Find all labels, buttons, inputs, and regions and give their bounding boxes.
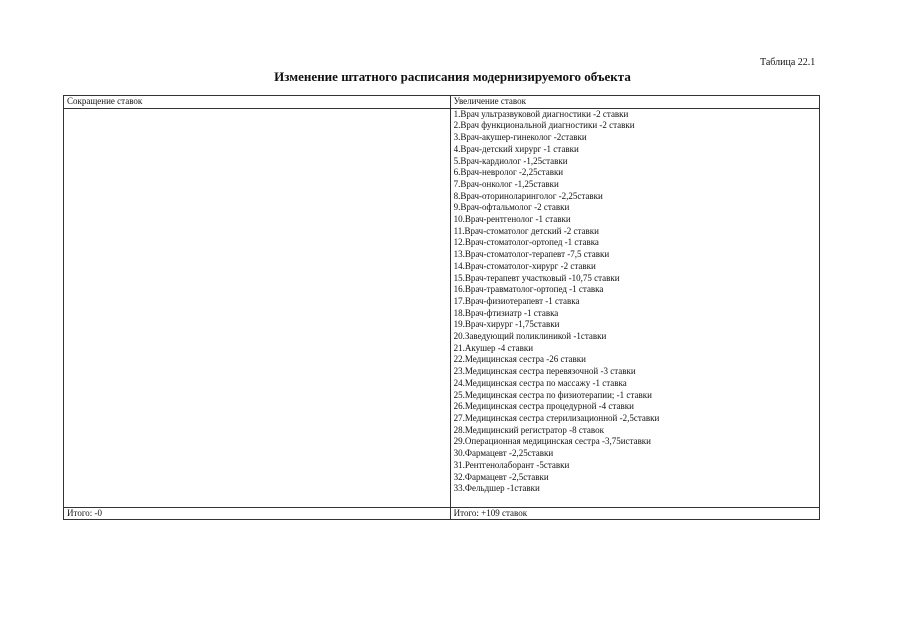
list-item: 10.Врач-рентгенолог -1 ставки xyxy=(453,214,571,225)
list-item: 31.Рентгенолаборант -5ставки xyxy=(453,459,570,470)
list-item: 27.Медицинская сестра стерилизационной -2,5ставки xyxy=(453,412,660,423)
list-item: 28.Медицинский регистратор -8 ставок xyxy=(453,424,604,435)
column-header-decrease: Сокращение ставок xyxy=(64,96,451,109)
list-item: 7.Врач-онколог -1,25ставки xyxy=(453,178,559,189)
list-item: 11.Врач-стоматолог детский -2 ставки xyxy=(453,225,599,236)
table-total-row xyxy=(64,507,820,520)
list-item: 15.Врач-терапевт участковый -10,75 ставки xyxy=(453,272,620,283)
list-item: 6.Врач-невролог -2,25ставки xyxy=(453,167,564,178)
decrease-cell xyxy=(64,108,451,507)
staffing-change-table xyxy=(63,95,820,520)
list-item: 21.Акушер -4 ставки xyxy=(453,342,534,353)
total-decrease: Итого: -0 xyxy=(64,507,451,520)
list-item: 32.Фармацевт -2,5ставки xyxy=(453,471,549,482)
list-item: 1.Врач ультразвуковой диагностики -2 ставки xyxy=(453,108,629,119)
list-item: 16.Врач-травматолог-ортопед -1 ставка xyxy=(453,284,604,295)
list-item: 4.Врач-детский хирург -1 ставки xyxy=(453,143,579,154)
list-item: 29.Операционная медицинская сестра -3,75иставки xyxy=(453,436,652,447)
list-item: 13.Врач-стоматолог-терапевт -7,5 ставки xyxy=(453,249,610,260)
list-item: 33.Фельдшер -1ставки xyxy=(453,483,540,494)
list-item: 20.Заведующий поликлиникой -1ставки xyxy=(453,331,607,342)
increase-items-list xyxy=(454,109,816,495)
list-item: 8.Врач-оториноларинголог -2,25ставки xyxy=(453,190,603,201)
document-title: Изменение штатного расписания модернизируемого объекта xyxy=(274,69,631,84)
list-item: 23.Медицинская сестра перевязочной -3 ставки xyxy=(453,366,636,377)
list-item: 17.Врач-физиотерапевт -1 ставка xyxy=(453,295,580,306)
list-item: 22.Медицинская сестра -26 ставки xyxy=(453,354,586,365)
list-item: 12.Врач-стоматолог-ортопед -1 ставка xyxy=(453,237,599,248)
list-item: 25.Медицинская сестра по физиотерапии; -1 ставки xyxy=(453,389,652,400)
list-item: 14.Врач-стоматолог-хирург -2 ставки xyxy=(453,260,596,271)
increase-cell xyxy=(450,108,819,507)
table-number-label: Таблица 22.1 xyxy=(760,57,816,68)
column-header-increase: Увеличение ставок xyxy=(450,96,819,109)
list-item: 24.Медицинская сестра по массажу -1 ставка xyxy=(453,377,627,388)
table-body-row xyxy=(64,108,820,507)
list-item: 2.Врач функциональной диагностики -2 ставки xyxy=(453,120,635,131)
list-item: 30.Фармацевт -2,25ставки xyxy=(453,448,554,459)
list-item: 19.Врач-хирург -1,75ставки xyxy=(453,319,560,330)
list-item: 18.Врач-фтизиатр -1 ставка xyxy=(453,307,559,318)
list-item: 5.Врач-кардиолог -1,25ставки xyxy=(453,155,568,166)
list-item: 3.Врач-акушер-гинеколог -2ставки xyxy=(453,132,587,143)
list-item: 9.Врач-офтальмолог -2 ставки xyxy=(453,202,570,213)
list-item: 26.Медицинская сестра процедурной -4 ставки xyxy=(453,401,634,412)
total-increase: Итого: +109 ставок xyxy=(450,507,819,520)
table-header-row xyxy=(64,96,820,109)
